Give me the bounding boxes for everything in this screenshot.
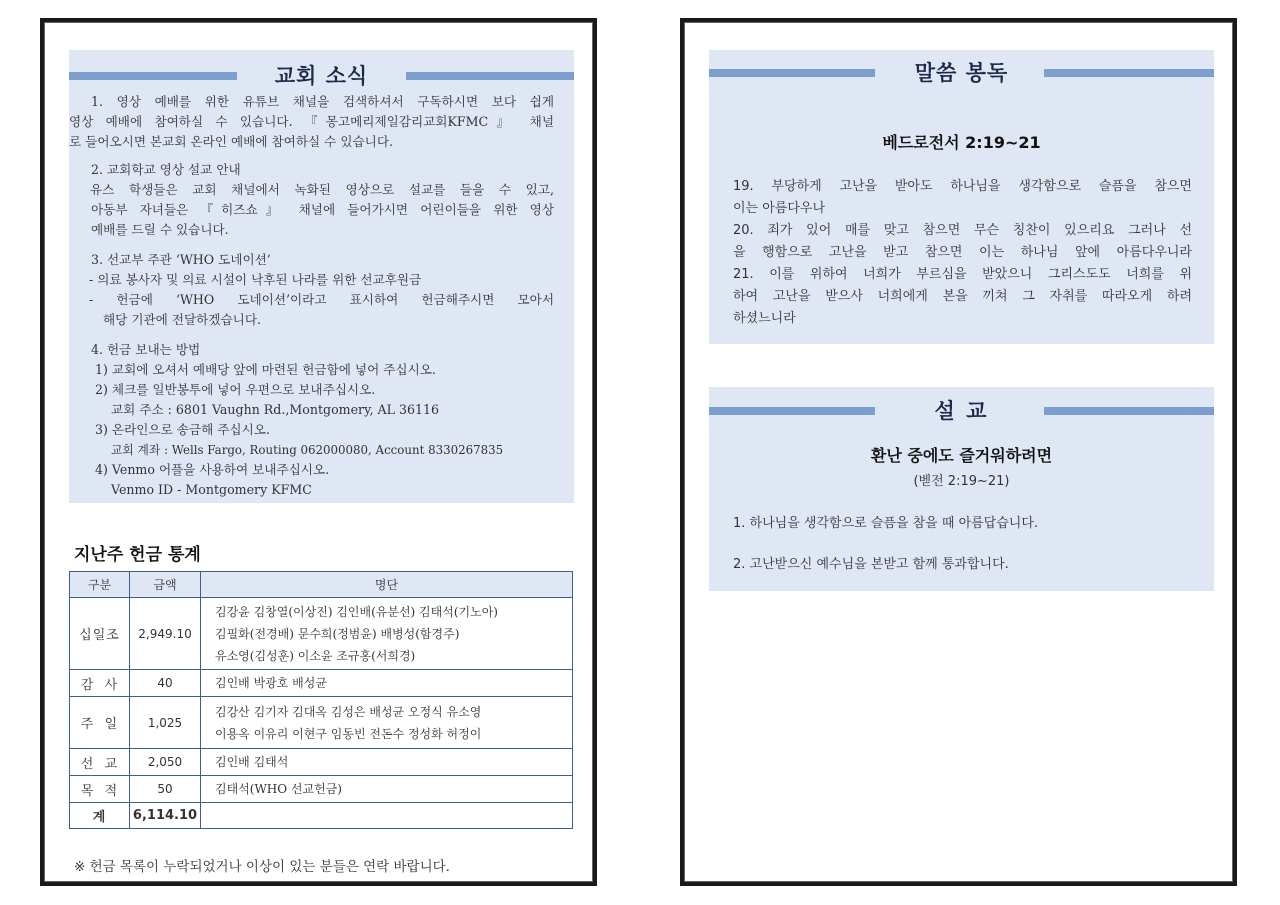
news-line: 예배를 드릴 수 있습니다. — [91, 222, 229, 237]
news-line: 교회 계좌 : Wells Fargo, Routing 062000080, Account 8330267835 — [111, 443, 504, 457]
table-row — [70, 749, 573, 776]
right-page — [680, 18, 1237, 886]
church-news-title: 교회 소식 — [274, 64, 369, 88]
column-header: 금액 — [130, 572, 201, 598]
news-item-3 — [91, 250, 554, 330]
verse-line: 이는 아름다우나 — [733, 201, 826, 216]
verse-line: 19. 부당하게 고난을 받아도 하나님을 생각함으로 슬픔을 참으면 — [733, 179, 1192, 194]
category-cell: 감 사 — [70, 670, 130, 697]
news-line: 아동부 자녀들은 『히즈쇼』 채널에 들어가시면 어린이들을 위한 영상 — [91, 202, 554, 217]
sermon-panel — [709, 387, 1214, 591]
category-cell: 선 교 — [70, 749, 130, 776]
column-header: 구분 — [70, 572, 130, 598]
names-line: 김태석(WHO 선교헌금) — [215, 782, 342, 796]
names-cell — [201, 598, 573, 670]
total-amount-cell: 6,114.10 — [130, 803, 201, 829]
names-line: 김강산 김기자 김대옥 김성은 배성균 오정식 유소영 — [215, 704, 482, 719]
news-line: 유스 학생들은 교회 채널에서 녹화된 영상으로 설교를 들을 수 있고, — [90, 182, 554, 197]
church-news-panel — [69, 50, 574, 503]
sermon-title: 환난 중에도 즐거워하려면 — [870, 446, 1053, 465]
offering-note: ※ 헌금 목록이 누락되었거나 이상이 있는 분들은 연락 바랍니다. — [74, 859, 450, 875]
names-cell — [201, 749, 573, 776]
sermon-point: 2. 고난받으신 예수님을 본받고 함께 통과합니다. — [733, 557, 1009, 572]
offering-title: 지난주 헌금 통계 — [74, 545, 201, 565]
column-header: 명단 — [201, 572, 573, 598]
news-line: 교회 주소 : 6801 Vaughn Rd.,Montgomery, AL 36116 — [111, 402, 440, 417]
table-row — [70, 776, 573, 803]
news-line: Venmo ID - Montgomery KFMC — [111, 482, 312, 497]
sermon-header — [709, 395, 1214, 425]
amount-cell: 2,949.10 — [130, 598, 201, 670]
news-item-4 — [91, 340, 554, 500]
sermon-reference: (벧전 2:19~21) — [913, 474, 1010, 489]
scripture-reference: 베드로전서 2:19~21 — [882, 133, 1041, 152]
category-cell: 주 일 — [70, 697, 130, 749]
table-row — [70, 598, 573, 670]
scripture-header — [709, 57, 1214, 87]
table-total-row — [70, 803, 573, 829]
news-line: 1) 교회에 오셔서 예배당 앞에 마련된 헌금함에 넣어 주십시오. — [95, 362, 436, 377]
news-line: 1. 영상 예배를 위한 유튜브 채널을 검색하셔서 구독하시면 보다 쉽게 — [91, 94, 554, 109]
scripture-verses — [733, 176, 1192, 330]
total-empty-cell — [201, 803, 573, 829]
news-line: 로 들어오시면 본교회 온라인 예배에 참여하실 수 있습니다. — [69, 134, 393, 149]
total-label-cell: 계 — [70, 803, 130, 829]
names-line: 유소영(김성훈) 이소윤 조규홍(서희경) — [215, 648, 416, 663]
amount-cell: 1,025 — [130, 697, 201, 749]
news-line: 3) 온라인으로 송금해 주십시오. — [95, 422, 270, 437]
category-cell: 목 적 — [70, 776, 130, 803]
news-line: 영상 예배에 참여하실 수 있습니다. 『몽고메리제일감리교회KFMC』 채널 — [69, 114, 554, 129]
news-line: 3. 선교부 주관 ‘WHO 도네이션’ — [91, 252, 271, 267]
sermon-header-title: 설 교 — [934, 399, 989, 423]
news-item-1 — [69, 92, 554, 152]
names-line: 김강윤 김창열(이상진) 김인배(유분선) 김태석(기노아) — [215, 604, 498, 619]
category-cell: 십일조 — [70, 598, 130, 670]
amount-cell: 40 — [130, 670, 201, 697]
names-line: 김인배 김태석 — [215, 755, 289, 769]
names-line: 이용옥 이유리 이현구 임동빈 전돈수 정성화 허정이 — [215, 726, 482, 741]
news-item-2 — [91, 160, 554, 240]
news-line: 4. 헌금 보내는 방법 — [91, 342, 201, 357]
verse-line: 하셨느니라 — [733, 311, 796, 326]
scripture-panel — [709, 50, 1214, 344]
table-header-row — [70, 572, 573, 598]
verse-line: 20. 죄가 있어 매를 맞고 참으면 무슨 칭찬이 있으리요 그러나 선 — [733, 223, 1192, 238]
names-line: 김필화(전경배) 문수희(정범윤) 배병성(함경주) — [215, 626, 460, 641]
church-news-header — [69, 60, 574, 90]
table-row — [70, 697, 573, 749]
news-line: 2) 체크를 일반봉투에 넣어 우편으로 보내주십시오. — [95, 382, 376, 397]
names-cell — [201, 697, 573, 749]
news-line: - 의료 봉사자 및 의료 시설이 낙후된 나라를 위한 선교후원금 — [89, 272, 422, 287]
news-line: 2. 교회학교 영상 설교 안내 — [91, 162, 241, 177]
news-line: 4) Venmo 어플을 사용하여 보내주십시오. — [95, 462, 330, 477]
names-cell — [201, 776, 573, 803]
verse-line: 하여 고난을 받으사 너희에게 본을 끼쳐 그 자취를 따라오게 하려 — [733, 289, 1192, 304]
table-row — [70, 670, 573, 697]
amount-cell: 50 — [130, 776, 201, 803]
scripture-title: 말씀 봉독 — [914, 61, 1009, 85]
news-line: - 헌금에 ‘WHO 도네이션’이라고 표시하여 헌금해주시면 모아서 — [89, 292, 554, 307]
amount-cell: 2,050 — [130, 749, 201, 776]
verse-line: 21. 이를 위하여 너희가 부르심을 받았으니 그리스도도 너희를 위 — [733, 267, 1192, 282]
verse-line: 을 행함으로 고난을 받고 참으면 이는 하나님 앞에 아름다우니라 — [733, 245, 1192, 260]
news-line: 해당 기관에 전달하겠습니다. — [103, 312, 261, 327]
left-page — [40, 18, 597, 886]
sermon-point: 1. 하나님을 생각함으로 슬픔을 참을 때 아름답습니다. — [733, 516, 1039, 531]
offering-table — [69, 571, 573, 829]
names-cell — [201, 670, 573, 697]
names-line: 김인배 박광호 배성균 — [215, 676, 327, 690]
